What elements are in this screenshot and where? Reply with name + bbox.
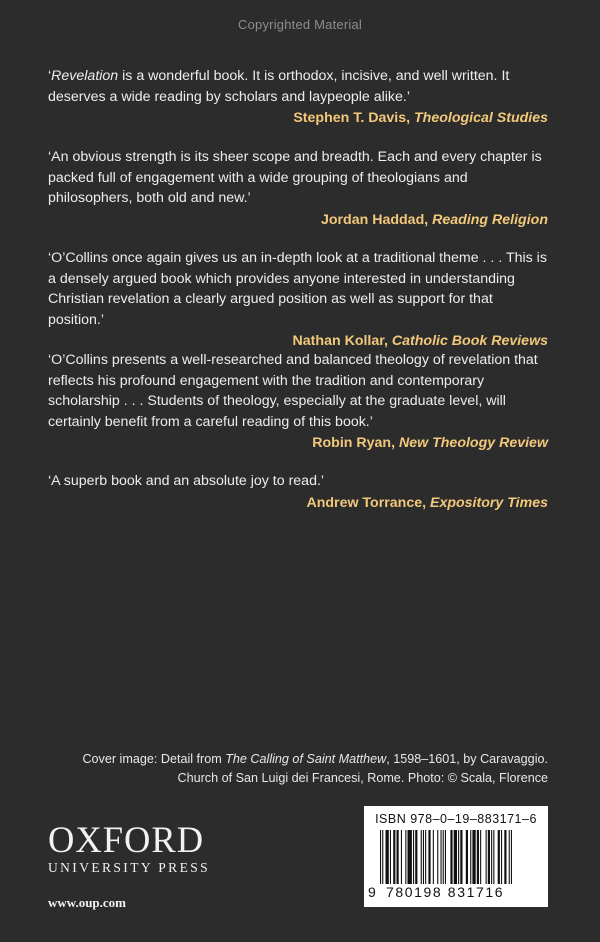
credit-prefix: Cover image: Detail from (82, 752, 226, 766)
review-attribution (48, 331, 548, 351)
barcode-bar (437, 830, 438, 884)
logo-university-press: UNIVERSITY PRESS (48, 860, 211, 875)
barcode-bar (433, 830, 434, 884)
barcode-bar (493, 830, 494, 884)
credit-line-2: Church of San Luigi dei Francesi, Rome. Photo: © Scala, Florence (177, 771, 548, 785)
quote-text: ‘A superb book and an absolute joy to read.’ (48, 473, 325, 489)
barcode-bar (415, 830, 417, 884)
barcode-bar (460, 830, 462, 884)
barcode-bar (445, 830, 446, 884)
review-attribution (48, 108, 548, 128)
review-author: Robin Ryan, (312, 435, 399, 451)
review-4 (48, 350, 548, 453)
ean-lead-digit: 9 (368, 884, 376, 900)
credit-line-1 (48, 750, 548, 769)
barcode-bar (501, 830, 502, 884)
barcode-bar (425, 830, 426, 884)
review-quote (48, 147, 548, 209)
review-publication: Expository Times (429, 494, 548, 511)
review-quote (48, 471, 548, 492)
barcode-bar (380, 830, 381, 884)
barcode-bar (397, 830, 399, 884)
barcode-bar (504, 830, 506, 884)
quote-text: ‘An obvious strength is its sheer scope and breadth. Each and every chapter is packed full of engagement with a wide grouping of theologians and philosophers, both old and new.’ (48, 149, 542, 206)
review-attribution (48, 433, 548, 453)
review-3 (48, 248, 548, 351)
review-attribution (48, 493, 548, 513)
review-author: Nathan Kollar, (292, 333, 392, 349)
review-publication: Reading Religion (432, 211, 548, 228)
review-publication: Theological Studies (413, 110, 548, 126)
barcode-bar (408, 830, 412, 884)
barcode-bar (393, 830, 395, 884)
quote-open: ‘ (48, 68, 52, 84)
review-author: Andrew Torrance, (306, 494, 430, 511)
barcode-bar (386, 830, 389, 884)
quote-text: ‘O’Collins presents a well-researched and balanced theology of revelation that reflects his profound engagement with the tradition and contemporary scholarship . . . Students of theology, especially at the graduate level, will certainly benefit from a careful reading of this book.’ (48, 352, 538, 430)
review-quote (48, 350, 548, 432)
review-5 (48, 471, 548, 513)
quote-text: ‘O’Collins once again gives us an in-depth look at a traditional theme . . . This is a densely argued book which provides anyone interested in understanding Christian revelation a clearly argued position as well as support for that position.’ (48, 250, 547, 328)
review-2 (48, 147, 548, 230)
barcode-bar (509, 830, 510, 884)
barcode-bar (498, 830, 500, 884)
publisher-url: www.oup.com (48, 895, 127, 910)
barcode-bar (443, 830, 444, 884)
oxford-logo (48, 819, 211, 876)
cover-image-credit (48, 750, 548, 788)
barcode-bars (380, 830, 540, 884)
barcode-bar (466, 830, 468, 884)
barcode-bar (401, 830, 402, 884)
barcode-bar (450, 830, 452, 884)
logo-oxford: OXFORD (48, 819, 205, 860)
barcode-bar (390, 830, 391, 884)
barcode-bar (491, 830, 492, 884)
barcode-bar (428, 830, 430, 884)
barcode-bar (470, 830, 471, 884)
quote-book-title: Revelation (51, 68, 119, 84)
barcode-bar (382, 830, 383, 884)
barcode-bar (488, 830, 490, 884)
review-publication: New Theology Review (398, 435, 548, 451)
barcode-bar (472, 830, 475, 884)
review-attribution (48, 210, 548, 230)
quote-text: is a wonderful book. It is orthodox, incisive, and well written. It deserves a wide reading by scholars and laypeople alike.’ (48, 68, 510, 105)
barcode-bar (480, 830, 481, 884)
review-quote (48, 248, 548, 330)
copyright-notice: Copyrighted Material (238, 17, 362, 32)
barcode-bar (423, 830, 424, 884)
isbn-barcode (364, 806, 548, 907)
barcode-bar (477, 830, 479, 884)
review-1 (48, 66, 548, 128)
barcode-bar (441, 830, 442, 884)
credit-suffix: , 1598–1601, by Caravaggio. (386, 752, 548, 766)
review-publication: Catholic Book Reviews (391, 333, 548, 349)
barcode-bar (421, 830, 422, 884)
ean-digits: 780198 831716 (386, 884, 505, 900)
isbn-number: ISBN 978–0–19–883171–6 (375, 812, 537, 826)
review-author: Stephen T. Davis, (293, 110, 414, 126)
barcode-bar (413, 830, 414, 884)
review-quote (48, 66, 548, 107)
barcode-bar (486, 830, 487, 884)
barcode-bar (511, 830, 512, 884)
barcode-bar (454, 830, 457, 884)
barcode-bar (458, 830, 459, 884)
review-author: Jordan Haddad, (320, 211, 433, 228)
credit-artwork-title: The Calling of Saint Matthew (225, 752, 387, 766)
barcode-bar (405, 830, 406, 884)
